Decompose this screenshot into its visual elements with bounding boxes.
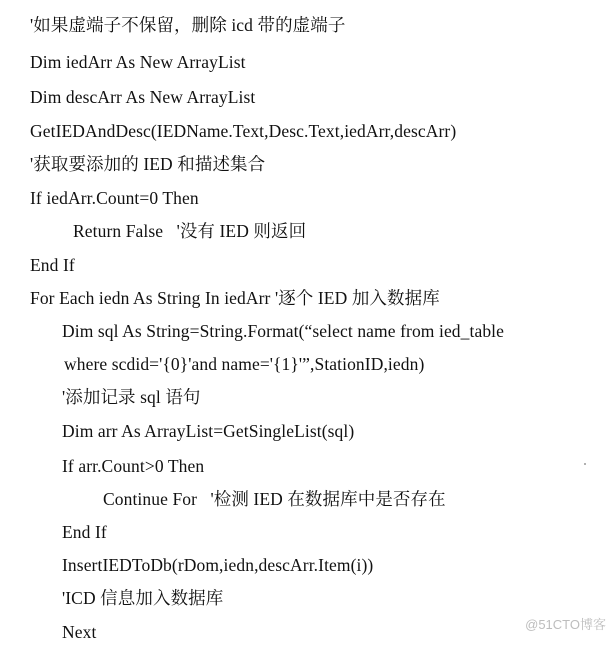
- code-line-for-each-iedn: For Each iedn As String In iedArr '逐个 IED 加入数据库: [30, 288, 440, 308]
- scan-speck: [584, 463, 586, 465]
- code-line-dim-descarr: Dim descArr As New ArrayList: [30, 87, 256, 107]
- code-line-comment-icd-info: 'ICD 信息加入数据库: [62, 588, 224, 608]
- code-line-continue-for: Continue For '检测 IED 在数据库中是否存在: [103, 489, 446, 509]
- code-line-end-if-1: End If: [30, 255, 75, 275]
- code-line-dim-iedarr: Dim iedArr As New ArrayList: [30, 52, 246, 72]
- code-line-comment-get-ied-set: '获取要添加的 IED 和描述集合: [30, 154, 266, 174]
- code-line-dim-sql: Dim sql As String=String.Format(“select name from ied_table: [62, 321, 505, 341]
- code-line-if-count-zero: If iedArr.Count=0 Then: [30, 188, 199, 208]
- code-line-dim-arr: Dim arr As ArrayList=GetSingleList(sql): [62, 421, 355, 441]
- watermark: @51CTO博客: [525, 617, 606, 632]
- code-line-if-count-positive: If arr.Count>0 Then: [62, 456, 205, 476]
- code-line-end-if-2: End If: [62, 522, 107, 542]
- code-line-sql-where-clause: where scdid='{0}'and name='{1}'”,StationID,iedn): [64, 354, 425, 374]
- code-line-next: Next: [62, 622, 97, 642]
- code-line-get-ied-and-desc: GetIEDAndDesc(IEDName.Text,Desc.Text,iedArr,descArr): [30, 121, 457, 141]
- code-line-comment-add-sql: '添加记录 sql 语句: [62, 387, 201, 407]
- code-line-insert-ied-to-db: InsertIEDToDb(rDom,iedn,descArr.Item(i)): [62, 555, 374, 575]
- code-line-comment-keep-virtual-terminals: '如果虚端子不保留，删除 icd 带的虚端子: [30, 15, 346, 35]
- code-line-return-false: Return False '没有 IED 则返回: [73, 221, 307, 241]
